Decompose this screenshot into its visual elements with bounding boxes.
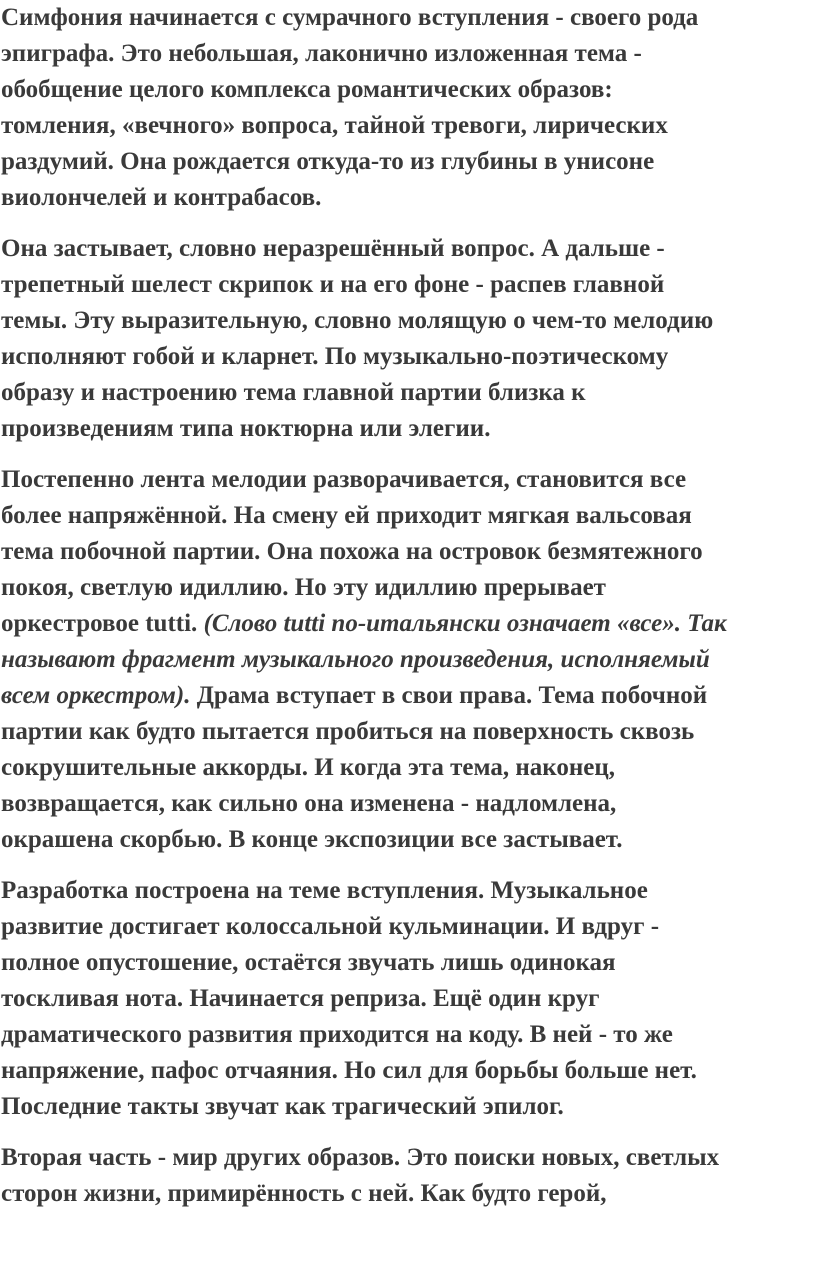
text-line: Симфония начинается с сумрачного вступления - своего рода (1, 4, 699, 31)
text-line: покоя, светлую идиллию. Но эту идиллию прерывает (1, 574, 606, 601)
text-line: окрашена скорбью. В конце экспозиции все застывает. (1, 826, 623, 853)
text-line: возвращается, как сильно она изменена - надломлена, (1, 790, 617, 817)
text-line: темы. Эту выразительную, словно молящую о чем-то мелодию (1, 307, 714, 334)
text-line: Последние такты звучат как трагический эпилог. (1, 1093, 564, 1120)
paragraph-5 (1, 1140, 810, 1212)
text-line: сторон жизни, примирённость с ней. Как будто герой, (1, 1180, 607, 1207)
text-run: оркестровое tutti. (1, 610, 204, 637)
text-line: трепетный шелест скрипок и на его фоне - распев главной (1, 271, 665, 298)
text-run: Драма вступает в свои права. Тема побочной (190, 682, 708, 709)
text-line: образу и настроению тема главной партии близка к (1, 379, 586, 406)
text-line: раздумий. Она рождается откуда-то из глубины в унисоне (1, 148, 655, 175)
paragraph-4 (1, 873, 810, 1125)
text-line: Постепенно лента мелодии разворачивается, становится все (1, 466, 687, 493)
text-line: более напряжённой. На смену ей приходит мягкая вальсовая (1, 502, 692, 529)
text-line: Она застывает, словно неразрешённый вопрос. А дальше - (1, 235, 665, 262)
text-line: обобщение целого комплекса романтических образов: (1, 76, 613, 103)
italic-note: всем оркестром). (1, 682, 191, 709)
italic-note: (Слово tutti по-итальянски означает «все». Так (203, 610, 727, 637)
text-line: исполняют гобой и кларнет. По музыкально-поэтическому (1, 343, 669, 370)
text-line: виолончелей и контрабасов. (1, 184, 322, 211)
text-line: сокрушительные аккорды. И когда эта тема, наконец, (1, 754, 615, 781)
text-line: драматического развития приходится на коду. В ней - то же (1, 1021, 673, 1048)
text-line: партии как будто пытается пробиться на поверхность сквозь (1, 718, 695, 745)
italic-note: называют фрагмент музыкального произведения, исполняемый (1, 646, 710, 673)
text-line: тоскливая нота. Начинается реприза. Ещё один круг (1, 985, 600, 1012)
text-line: произведениям типа ноктюрна или элегии. (1, 415, 491, 442)
text-line (1, 606, 810, 642)
text-line: тема побочной партии. Она похожа на островок безмятежного (1, 538, 703, 565)
text-line: Разработка построена на теме вступления. Музыкальное (1, 877, 648, 904)
text-line: развитие достигает колоссальной кульминации. И вдруг - (1, 913, 660, 940)
text-line: напряжение, пафос отчаяния. Но сил для борьбы больше нет. (1, 1057, 697, 1084)
text-line: эпиграфа. Это небольшая, лаконично изложенная тема - (1, 40, 642, 67)
text-line (1, 678, 810, 714)
text-line: Вторая часть - мир других образов. Это поиски новых, светлых (1, 1144, 720, 1171)
text-line: полное опустошение, остаётся звучать лишь одинокая (1, 949, 616, 976)
paragraph-1 (1, 0, 810, 216)
paragraph-3 (1, 462, 810, 858)
paragraph-2 (1, 231, 810, 447)
text-line: томления, «вечного» вопроса, тайной тревоги, лирических (1, 112, 668, 139)
